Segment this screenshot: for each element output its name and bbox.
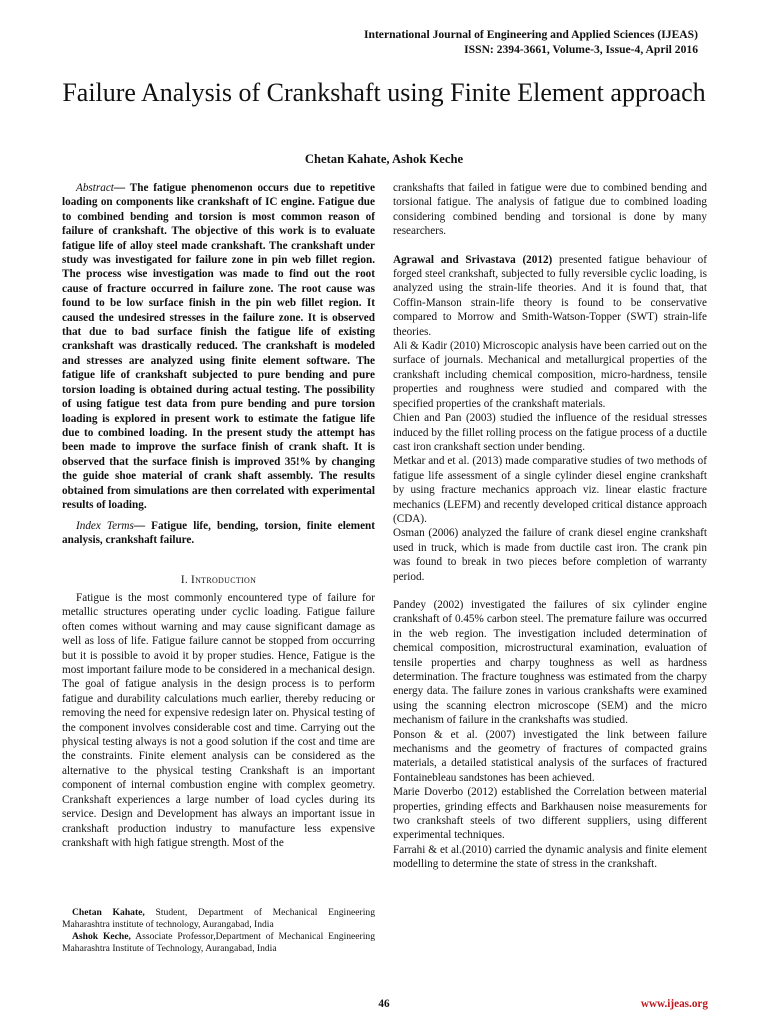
section-heading-introduction: I. Introduction: [180, 574, 257, 586]
page-number: 46: [378, 998, 390, 1010]
footnote-author-2: [62, 931, 375, 955]
footnote-author-1: [62, 907, 375, 931]
lit-review-osman: Osman (2006) analyzed the failure of crank diesel engine crankshaft used in truck, which is made from ductile cast iron. The crank pin was found to break in two pieces before completion of warranty period.: [393, 527, 707, 583]
footnote-author-2-text: Associate Professor,Department of Mechanical Engineering Maharashtra Institute of Technology, Aurangabad, India: [62, 931, 376, 954]
abstract-label: Abstract: [76, 182, 114, 194]
lit-review-ali: Ali & Kadir (2010) Microscopic analysis have been carried out on the surface of journals. Mechanical and metallurgical properties of the crankshaft including chemical composition, micro-hardness, tensile properties and roughness were studied and compared with the specified properties of the crankshaft materials.: [393, 340, 707, 410]
lit-review-agrawal: [393, 253, 707, 339]
index-terms-text: Fatigue life, bending, torsion, finite element analysis, crankshaft failure.: [62, 520, 375, 547]
lit-review-farrahi: Farrahi & et al.(2010) carried the dynamic analysis and finite element modelling to determine the state of stress in the crankshaft.: [393, 843, 707, 871]
journal-issn: ISSN: 2394-3661, Volume-3, Issue-4, April 2016: [464, 43, 698, 56]
introduction-text: Fatigue is the most commonly encountered type of failure for metallic structures operating under cyclic loading. Fatigue failure often comes without warning and may cause significant damage as well as loss of life. Fatigue failure cannot be stopped from occurring but it is possible to avoid it by proper studies. Hence, Fatigue is the most important failure mode to be considered in a mechanical design. The goal of fatigue analysis in the design process is to perform fatigue and durability calculations much earlier, thereby reducing or removing the need for expensive redesign later on. Physical testing of the component involves considerable cost and time. Carrying out the physical testing always is not a good solution if the cost and time are the constraints. Finite element analysis can be considered as the alternative to the physical testing Crankshaft is an important component of internal combustion engine with complex geometry. Crankshaft experiences a large number of load cycles during its service. Design and Development has always an important issue in crankshaft production industry to manufacture less expensive crankshaft with high fatigue strength. Most of the: [62, 592, 375, 849]
paper-title: Failure Analysis of Crankshaft using Finite Element approach: [62, 78, 706, 107]
lit-review-ponson: Ponson & et al. (2007) investigated the link between failure mechanisms and the geometry of fractures of compacted grains materials, a detailed statistical analysis of the surfaces of fractured Fontainebleau sandstones has been achieved.: [393, 728, 707, 784]
paper-authors: Chetan Kahate, Ashok Keche: [304, 152, 464, 166]
lit-review-pandey: Pandey (2002) investigated the failures of six cylinder engine crankshaft of 0.45% carbon steel. The premature failure was occurred in the web region. The investigation included determination of chemical composition, microstructural examination, evaluation of tensile properties and charpy toughness as well as hardness determination. The fracture toughness was estimated from the charpy energy data. The failure zones in various crankshafts were examined using the scanning electron microscope (SEM) and the micro mechanism of failure in the crankshafts was studied.: [393, 598, 707, 727]
lit-review-agrawal-lead: Agrawal and Srivastava (2012): [393, 253, 553, 266]
abstract-text: The fatigue phenomenon occurs due to repetitive loading on components like crankshaft of IC engine. Fatigue due to combined bending and torsion is most common reason of failure of crankshaft. The objective of this work is to evaluate fatigue life of alloy steel made crankshaft. The crankshaft under study was investigated for failure zone in pin web fillet region. The process wise investigation was made to find out the root cause of fracture occurred in failure zone. The root cause was found to be low surface finish in the pin web fillet region. It caused the undesired stresses in the failure zone. It is observed that due to bad surface finish the fatigue life of existing crankshaft was drastically reduced. The crankshaft is modeled and stresses are analyzed using finite element software. The fatigue life of crankshaft subjected to pure bending and pure torsion loading is obtained during actual testing. The possibility of using fatigue test data from pure bending and pure torsion loading is explored in present work to estimate the fatigue life due to combined loading. In the present study the attempt has been made to improve the surface finish of crank shaft. It is observed that the surface finish is improved 35!% by changing the guide shoe material of crank shaft assembly. The results obtained from simulations are then correlated with experimental results of loading.: [62, 182, 375, 511]
index-terms-dash: —: [133, 520, 152, 532]
footnote-author-1-text: Student, Department of Mechanical Engineering Maharashtra institute of technology, Aurangabad, India: [62, 907, 375, 930]
author-footnotes: [62, 907, 375, 955]
journal-name: International Journal of Engineering and Applied Sciences (IJEAS): [363, 28, 698, 41]
footnote-author-1-name: Chetan Kahate,: [72, 907, 145, 918]
journal-website-link[interactable]: www.ijeas.org: [640, 998, 708, 1010]
abstract-dash: —: [113, 182, 130, 194]
lit-review-chien: Chien and Pan (2003) studied the influence of the residual stresses induced by the fillet rolling process on the fatigue process of a ductile cast iron crankshaft section under bending.: [393, 412, 707, 453]
lit-review-doverbo: Marie Doverbo (2012) established the Correlation between material properties, grinding effects and Barkhausen noise measurements for two crankshaft steels of two different suppliers, using different experimental techniques.: [393, 786, 707, 842]
index-terms: [62, 519, 375, 548]
index-terms-label: Index Terms: [76, 520, 134, 532]
lit-review-metkar: Metkar and et al. (2013) made comparative studies of two methods of fatigue life assessment of a single cylinder diesel engine crankshaft by using fracture mechanics approach viz. linear elastic fracture mechanics (LEFM) and recently developed critical distance approach (CDA).: [393, 455, 707, 525]
right-column: [393, 181, 707, 872]
footnote-author-2-name: Ashok Keche,: [72, 931, 131, 942]
intro-continuation: crankshafts that failed in fatigue were due to combined bending and torsional fatigue. The analysis of fatigue due to combined loading considering combined bending and torsional is done by many researchers.: [393, 182, 707, 238]
lit-review-agrawal-text: presented fatigue behaviour of forged steel crankshaft, subjected to fully reversible cyclic loading, is analyzed using the strain-life theories. And it is found that, that Coffin-Manson strain-life theory is found to be conservative compared to Morrow and Smith-Watson-Topper (SWT) strain-life theories.: [393, 253, 707, 338]
abstract: [62, 181, 375, 512]
